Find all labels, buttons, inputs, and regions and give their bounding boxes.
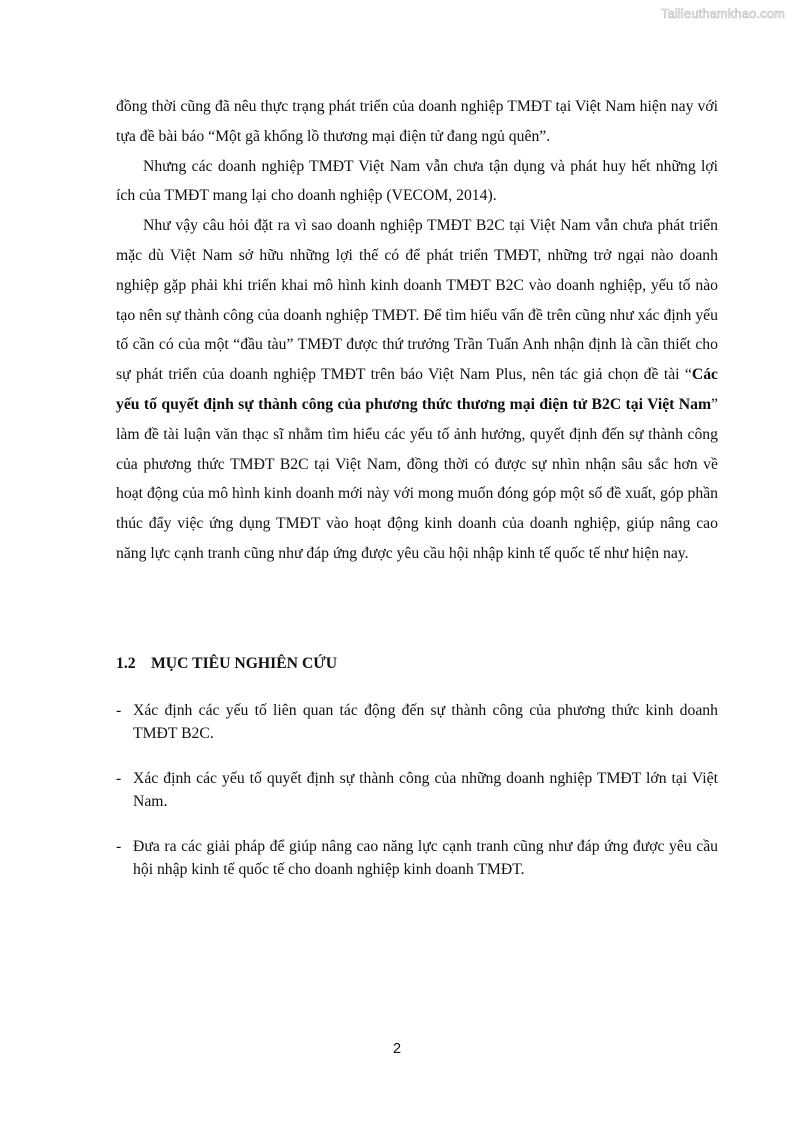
objective-text: Đưa ra các giải pháp để giúp nâng cao năng lực cạnh tranh cũng như đáp ứng được yêu cầu hội nhập kinh tế quốc tế cho doanh nghiệp kinh doanh TMĐT. [133,838,718,878]
objective-text: Xác định các yếu tố quyết định sự thành công của những doanh nghiệp TMĐT lớn tại Việt Nam. [133,770,718,810]
objective-item [116,700,718,745]
objective-item [116,768,718,813]
section-title: MỤC TIÊU NGHIÊN CỨU [151,655,338,672]
objective-text: Xác định các yếu tố liên quan tác động đến sự thành công của phương thức kinh doanh TMĐT B2C. [133,702,718,742]
paragraph-3-text-before: Như vậy câu hỏi đặt ra vì sao doanh nghiệp TMĐT B2C tại Việt Nam vẫn chưa phát triển mặc dù Việt Nam sở hữu những lợi thế có để phát triển TMĐT, những trở ngại nào doanh nghiệp gặp phải khi triển khai mô hình kinh doanh TMĐT B2C vào doanh nghiệp, yếu tố nào tạo nên sự thành công của doanh nghiệp TMĐT. Để tìm hiểu vấn đề trên cũng như xác định yếu tố cần có của một “đầu tàu” TMĐT được thứ trưởng Trần Tuấn Anh nhận định là cần thiết cho sự phát triển của doanh nghiệp TMĐT trên báo Việt Nam Plus, nên tác giả chọn đề tài “ [116,217,718,384]
section-heading [116,651,337,677]
paragraph-3 [116,211,718,569]
bullet-dash: - [116,770,122,787]
thesis-title-bold: Các yếu tố quyết định sự thành công của phương thức thương mại điện tử B2C tại Việt Nam [116,366,718,413]
bullet-dash: - [116,702,122,719]
watermark: Tailieuthamkhao.com [660,6,785,21]
paragraph-3-text-after: ” làm đề tài luận văn thạc sĩ nhằm tìm hiểu các yếu tố ảnh hưởng, quyết định đến sự thành công của phương thức TMĐT B2C tại Việt Nam, đồng thời có được sự nhìn nhận sâu sắc hơn về hoạt động của mô hình kinh doanh mới này với mong muốn đóng góp một số đề xuất, góp phần thúc đẩy việc ứng dụng TMĐT vào hoạt động kinh doanh của doanh nghiệp, giúp nâng cao năng lực cạnh tranh cũng như đáp ứng được yêu cầu hội nhập kinh tế quốc tế như hiện nay. [116,395,718,562]
paragraph-2: Nhưng các doanh nghiệp TMĐT Việt Nam vẫn chưa tận dụng và phát huy hết những lợi ích của TMĐT mang lại cho doanh nghiệp (VECOM, 2014). [116,157,718,205]
objective-item [116,836,718,881]
body-text [116,92,718,569]
page-number: 2 [392,1041,402,1057]
bullet-dash: - [116,838,122,855]
paragraph-1: đồng thời cũng đã nêu thực trạng phát triển của doanh nghiệp TMĐT tại Việt Nam hiện nay với tựa đề bài báo “Một gã khổng lồ thương mại điện tử đang ngủ quên”. [116,98,718,145]
section-number: 1.2 [116,655,136,672]
objectives-list [116,700,718,904]
